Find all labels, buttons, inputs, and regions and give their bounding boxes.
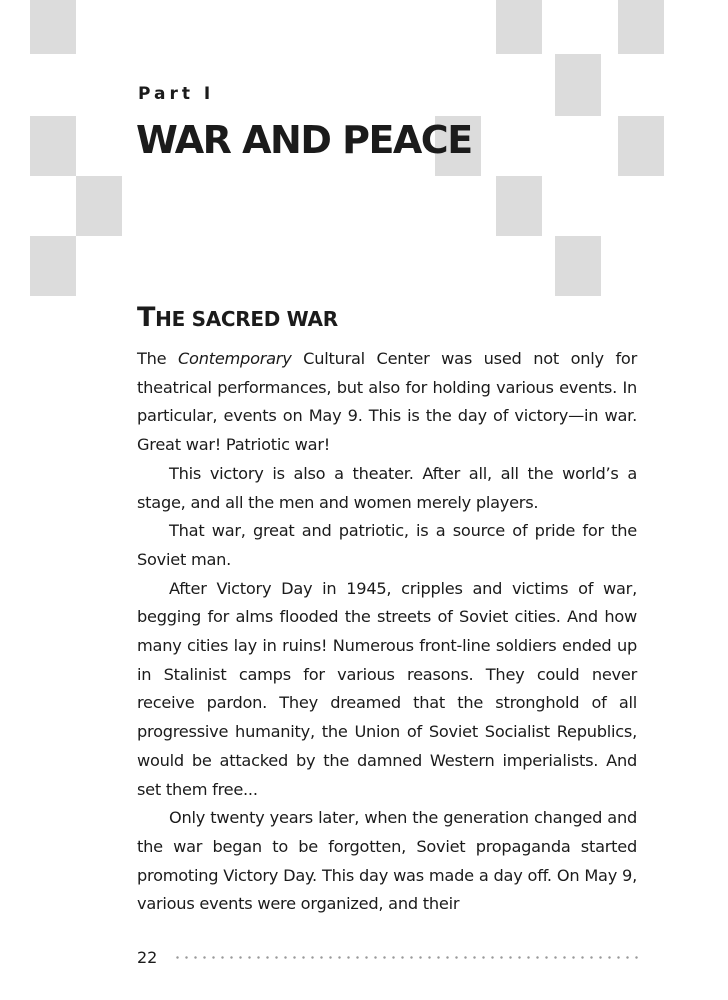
paragraph: After Victory Day in 1945, cripples and victims of war, begging for alms flooded the streets of Soviet cities. And how many cities lay in ruins! Numerous front-line soldiers ended up in Stalinist camps for various reasons. They could never receive pardon. They dreamed that the stronghold of all progressive humanity, the Union of Soviet Socialist Republics, would be attacked by the damned Western imperialists. And set them free... <box>137 578 637 799</box>
chapter-title-rest: HE SACRED WAR <box>155 307 338 331</box>
chapter-title <box>137 302 338 333</box>
checker-square <box>618 116 664 176</box>
italic-title: Contemporary <box>178 349 292 368</box>
body-text <box>137 345 637 919</box>
part-title: WAR AND PEACE <box>136 118 472 162</box>
paragraph-text: Cultural Center was used not only for theatrical performances, but also for holding various events. In particular, events on May 9. This is the day of victory—in war. Great war! Patriotic war! <box>137 349 637 455</box>
part-label: Part I <box>138 84 215 104</box>
checker-square <box>496 176 542 236</box>
checker-square <box>76 176 122 236</box>
page-footer <box>137 944 640 970</box>
paragraph <box>137 345 637 460</box>
checker-square <box>555 54 601 116</box>
dot-leader <box>173 956 640 959</box>
checker-square <box>496 0 542 54</box>
paragraph: Only twenty years later, when the generation changed and the war began to be forgotten, Soviet propaganda started promoting Victory Day. This day was made a day off. On May 9, various events were organized, and their <box>137 808 637 914</box>
paragraph-text: The <box>137 349 178 368</box>
paragraph: This victory is also a theater. After all, all the world’s a stage, and all the men and women merely players. <box>137 463 637 512</box>
page-number: 22 <box>137 947 158 967</box>
checker-square <box>30 0 76 54</box>
checker-square <box>618 0 664 54</box>
chapter-title-initial: T <box>137 302 156 333</box>
checker-square <box>555 236 601 296</box>
paragraph: That war, great and patriotic, is a source of pride for the Soviet man. <box>137 521 637 569</box>
checker-square <box>30 236 76 296</box>
checker-square <box>30 116 76 176</box>
